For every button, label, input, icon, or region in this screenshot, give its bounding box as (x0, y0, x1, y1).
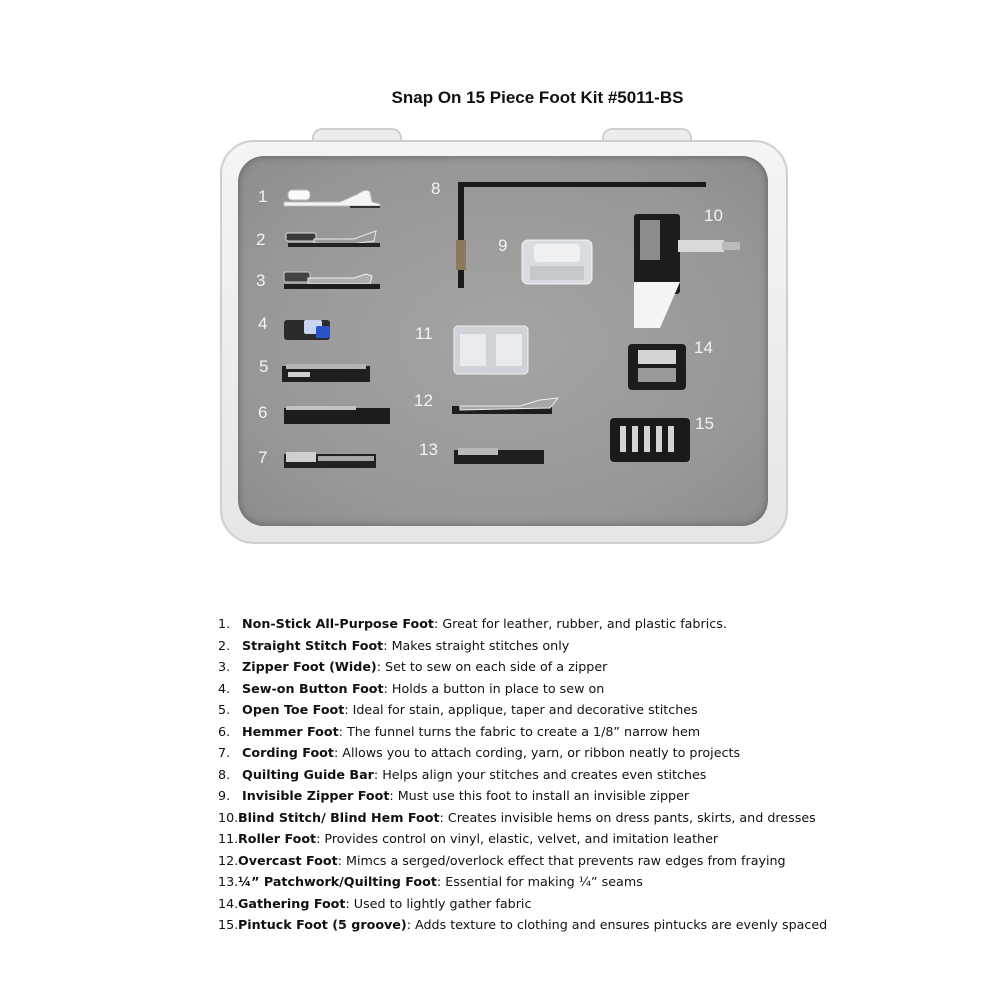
list-item: 3. Zipper Foot (Wide): Set to sew on each side of a zipper (218, 659, 608, 674)
list-item: 14.Gathering Foot: Used to lightly gather fabric (218, 895, 532, 911)
label-15: 15 (695, 414, 714, 433)
label-3: 3 (256, 271, 266, 290)
foot-13-patchwork (452, 444, 548, 466)
foam-tray (238, 156, 768, 526)
list-item: 13.¼” Patchwork/Quilting Foot: Essential for making ¼” seams (218, 874, 643, 889)
list-item: 9. Invisible Zipper Foot: Must use this foot to install an invisible zipper (218, 788, 690, 803)
list-item: 10.Blind Stitch/ Blind Hem Foot: Creates invisible hems on dress pants, skirts, and dresses (218, 809, 816, 825)
label-9: 9 (498, 236, 508, 255)
label-12: 12 (414, 391, 433, 410)
list-item: 5. Open Toe Foot: Ideal for stain, applique, taper and decorative stitches (218, 702, 698, 717)
foot-description-list (218, 613, 827, 936)
label-10: 10 (704, 206, 723, 225)
list-item: 4. Sew-on Button Foot: Holds a button in place to sew on (218, 680, 605, 696)
list-item: 1. Non-Stick All-Purpose Foot: Great for leather, rubber, and plastic fabrics. (218, 616, 727, 631)
label-11: 11 (415, 324, 433, 343)
label-1: 1 (258, 187, 268, 206)
foot-7-cording (282, 448, 380, 472)
list-item: 12.Overcast Foot: Mimcs a serged/overlock effect that prevents raw edges from fraying (218, 852, 786, 868)
label-4: 4 (258, 314, 268, 333)
label-13: 13 (419, 440, 438, 459)
foot-1-non-stick (280, 182, 384, 208)
foot-10-blind-hem (630, 212, 746, 332)
foot-6-hemmer (282, 404, 394, 426)
foot-4-button (282, 316, 334, 342)
foot-9-invisible-zipper (520, 238, 594, 286)
list-item: 2. Straight Stitch Foot: Makes straight stitches only (218, 637, 570, 653)
list-item: 11.Roller Foot: Provides control on vinyl, elastic, velvet, and imitation leather (218, 831, 719, 846)
list-item: 8. Quilting Guide Bar: Helps align your stitches and creates even stitches (218, 766, 707, 782)
label-2: 2 (256, 230, 266, 249)
page-title: Snap On 15 Piece Foot Kit #5011-BS (391, 88, 684, 107)
foot-5-open-toe (280, 360, 376, 386)
foot-14-gathering (626, 342, 688, 392)
list-item: 7. Cording Foot: Allows you to attach cording, yarn, or ribbon neatly to projects (218, 745, 741, 760)
label-14: 14 (694, 338, 713, 357)
foot-3-zipper-wide (282, 268, 382, 290)
foot-kit-case (220, 128, 788, 544)
list-item: 15.Pintuck Foot (5 groove): Adds texture to clothing and ensures pintucks are evenly spaced (218, 917, 828, 932)
foot-2-straight-stitch (284, 227, 384, 249)
list-item: 6. Hemmer Foot: The funnel turns the fabric to create a 1/8” narrow hem (218, 723, 701, 739)
foot-11-roller (452, 324, 530, 376)
foot-15-pintuck (608, 416, 692, 464)
label-5: 5 (259, 357, 269, 376)
label-8: 8 (431, 179, 441, 198)
label-7: 7 (258, 448, 268, 467)
label-6: 6 (258, 403, 268, 422)
foot-12-overcast (450, 396, 562, 418)
